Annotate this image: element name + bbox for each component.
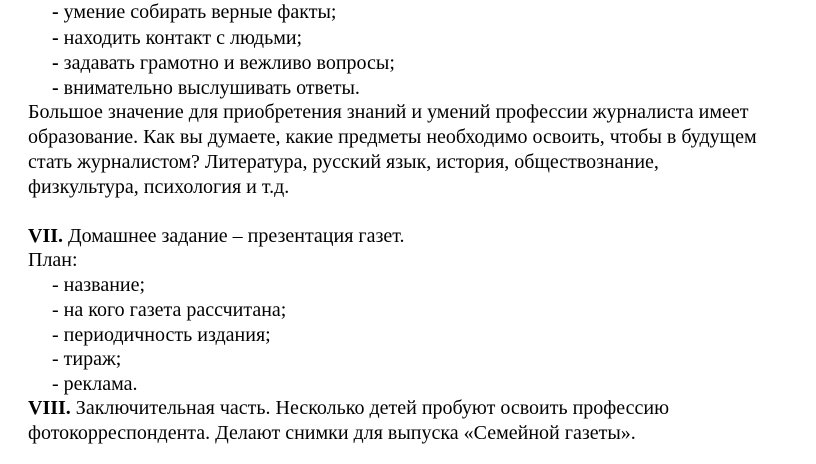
section-8-heading: [28, 395, 669, 421]
skill-item-1: [52, 0, 336, 25]
skill-text: умение собирать верные факты;: [63, 1, 337, 23]
skill-item-2: [52, 25, 302, 51]
section-8-numeral: VIII.: [28, 397, 71, 419]
section-8-line-1: Заключительная часть. Несколько детей пробуют освоить профессию: [70, 397, 670, 419]
paragraph-line-3: стать журналистом? Литература, русский язык, история, обществознание,: [28, 151, 659, 173]
section-7-heading: [28, 223, 405, 249]
bullet-dash: -: [52, 77, 64, 99]
skill-item-4: [52, 75, 360, 101]
skill-item-3: [52, 50, 395, 76]
skill-text: задавать грамотно и вежливо вопросы;: [63, 52, 395, 74]
bullet-dash: -: [52, 52, 64, 74]
plan-item-4: - тираж;: [52, 348, 122, 370]
plan-label: План:: [28, 249, 78, 271]
skill-text: внимательно выслушивать ответы.: [63, 77, 360, 99]
paragraph-line-2: образование. Как вы думаете, какие предметы необходимо освоить, чтобы в будущем: [28, 126, 757, 148]
plan-item-2: - на кого газета рассчитана;: [52, 299, 287, 321]
paragraph-line-1: Большое значение для приобретения знаний и умений профессии журналиста имеет: [28, 101, 749, 123]
paragraph-line-4: физкультура, психология и т.д.: [28, 176, 290, 198]
plan-item-5: - реклама.: [52, 373, 138, 395]
section-8-line-2: фотокорреспондента. Делают снимки для выпуска «Семейной газеты».: [28, 422, 636, 444]
plan-item-1: - название;: [52, 274, 146, 296]
section-7-title: Домашнее задание – презентация газет.: [63, 225, 405, 247]
plan-item-3: - периодичность издания;: [52, 324, 271, 346]
section-7-numeral: VII.: [28, 225, 64, 247]
skill-text: находить контакт с людьми;: [63, 27, 303, 49]
bullet-dash: -: [52, 1, 64, 23]
bullet-dash: -: [52, 27, 64, 49]
